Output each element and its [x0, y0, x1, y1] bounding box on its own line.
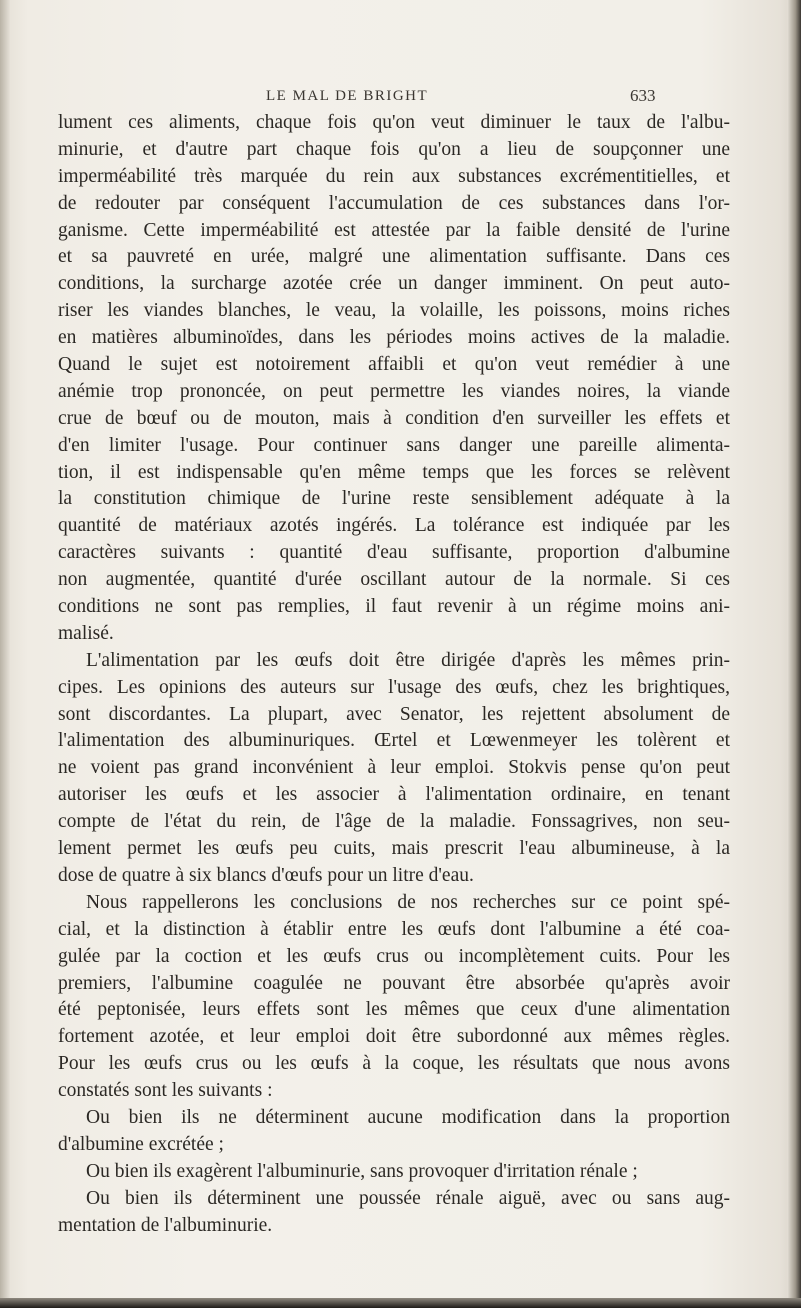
paragraph-end-line: d'albumine excrétée ; — [58, 1133, 224, 1155]
text-line: conditions, la surcharge azotée crée un danger imminent. On peut auto- — [58, 273, 730, 295]
text-line: Pour les œufs crus ou les œufs à la coque, les résultats que nous avons — [58, 1053, 730, 1075]
text-line: imperméabilité très marquée du rein aux substances excrémentitielles, et — [58, 165, 730, 187]
paragraph-end-line: dose de quatre à six blancs d'œufs pour un litre d'eau. — [58, 864, 474, 886]
text-line: la constitution chimique de l'urine reste sensiblement adéquate à la — [58, 488, 730, 510]
text-line: cial, et la distinction à établir entre les œufs dont l'albumine a été coa- — [58, 918, 730, 940]
text-line: cipes. Les opinions des auteurs sur l'usage des œufs, chez les brightiques, — [58, 676, 730, 698]
text-line: minurie, et d'autre part chaque fois qu'on a lieu de soupçonner une — [58, 138, 730, 160]
paragraph-start-line: Ou bien ils déterminent une poussée rénale aiguë, avec ou sans aug- — [86, 1187, 730, 1209]
page-number: 633 — [630, 86, 656, 105]
paragraph-start-line: Ou bien ils exagèrent l'albuminurie, sans provoquer d'irritation rénale ; — [86, 1160, 638, 1182]
text-line: anémie trop prononcée, on peut permettre les viandes noires, la viande — [58, 380, 730, 402]
text-line: quantité de matériaux azotés ingérés. La tolérance est indiquée par les — [58, 515, 730, 537]
text-line: caractères suivants : quantité d'eau suffisante, proportion d'albumine — [58, 542, 730, 564]
text-line: non augmentée, quantité d'urée oscillant autour de la normale. Si ces — [58, 569, 730, 591]
text-line: en matières albuminoïdes, dans les périodes moins actives de la maladie. — [58, 327, 730, 349]
text-line: fortement azotée, et leur emploi doit être subordonné aux mêmes règles. — [58, 1026, 730, 1048]
text-line: conditions ne sont pas remplies, il faut revenir à un régime moins ani- — [58, 596, 730, 618]
text-line: Quand le sujet est notoirement affaibli et qu'on veut remédier à une — [58, 354, 730, 376]
paragraph-start-line: Nous rappellerons les conclusions de nos recherches sur ce point spé- — [86, 891, 730, 913]
text-line: crue de bœuf ou de mouton, mais à condition d'en surveiller les effets et — [58, 407, 730, 429]
text-line: tion, il est indispensable qu'en même temps que les forces se relèvent — [58, 461, 730, 483]
page-edge-shadow — [787, 0, 801, 1308]
paragraph-start-line: L'alimentation par les œufs doit être dirigée d'après les mêmes prin- — [86, 649, 730, 671]
text-line: gulée par la coction et les œufs crus ou incomplètement cuits. Pour les — [58, 945, 730, 967]
text-line: compte de l'état du rein, de l'âge de la maladie. Fonssagrives, non seu- — [58, 811, 730, 833]
paragraph-end-line: malisé. — [58, 622, 114, 644]
paragraph-end-line: constatés sont les suivants : — [58, 1080, 273, 1102]
text-line: lement permet les œufs peu cuits, mais prescrit l'eau albumineuse, à la — [58, 838, 730, 860]
text-line: et sa pauvreté en urée, malgré une alimentation suffisante. Dans ces — [58, 246, 730, 268]
text-line: ganisme. Cette imperméabilité est attestée par la faible densité de l'urine — [58, 219, 730, 241]
paragraph-end-line: mentation de l'albuminurie. — [58, 1214, 273, 1236]
text-line: de redouter par conséquent l'accumulation de ces substances dans l'or- — [58, 192, 730, 214]
page-gutter-shadow — [0, 0, 10, 1308]
text-line: sont discordantes. La plupart, avec Senator, les rejettent absolument de — [58, 703, 730, 725]
text-line: premiers, l'albumine coagulée ne pouvant être absorbée qu'après avoir — [58, 972, 730, 994]
body-text — [58, 110, 730, 1239]
text-line: été peptonisée, leurs effets sont les mêmes que ceux d'une alimentation — [58, 999, 730, 1021]
text-line: autoriser les œufs et les associer à l'alimentation ordinaire, en tenant — [58, 784, 730, 806]
text-line: riser les viandes blanches, le veau, la volaille, les poissons, moins riches — [58, 300, 730, 322]
text-line: d'en limiter l'usage. Pour continuer sans danger une pareille alimenta- — [58, 434, 730, 456]
paragraph-start-line: Ou bien ils ne déterminent aucune modification dans la proportion — [86, 1106, 730, 1128]
text-line: lument ces aliments, chaque fois qu'on veut diminuer le taux de l'albu- — [58, 112, 730, 133]
text-line: l'alimentation des albuminuriques. Œrtel et Lœwenmeyer les tolèrent et — [58, 730, 730, 752]
running-head: LE MAL DE BRIGHT — [266, 88, 429, 104]
page-bottom-edge — [0, 1298, 801, 1308]
text-line: ne voient pas grand inconvénient à leur emploi. Stokvis pense qu'on peut — [58, 757, 730, 779]
